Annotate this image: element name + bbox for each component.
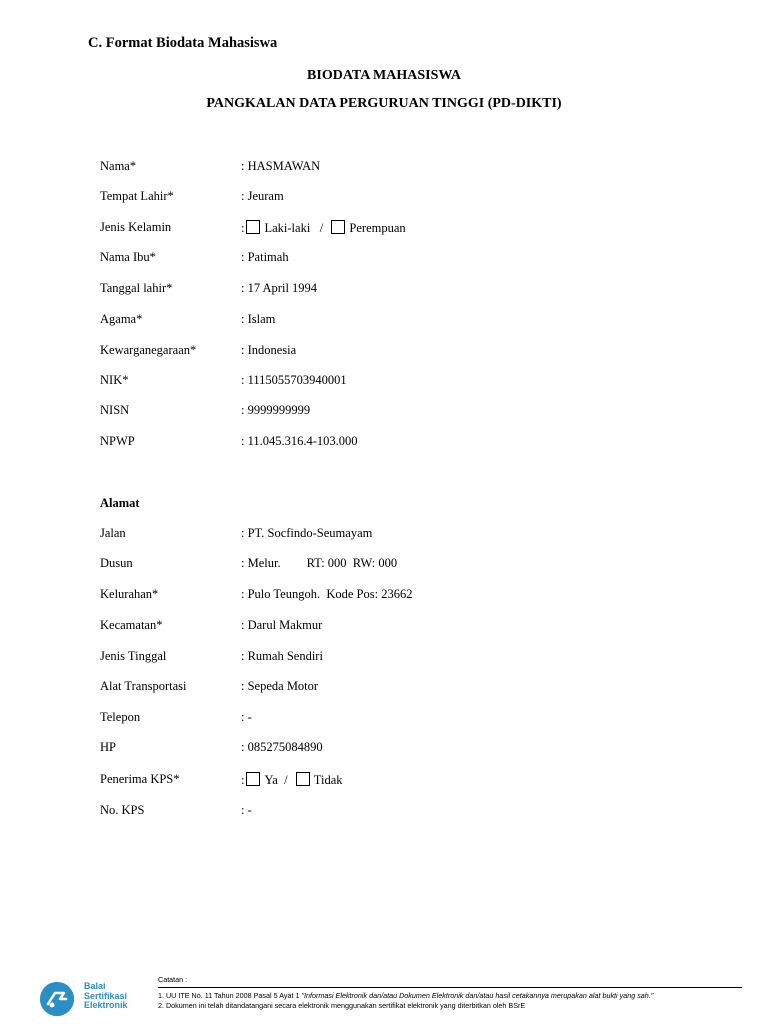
field-jenis-kelamin xyxy=(100,220,660,240)
field-value: : - xyxy=(241,710,252,724)
field-value: : Darul Makmur xyxy=(241,618,323,632)
field-nik xyxy=(100,373,660,393)
field-jenis-tinggal xyxy=(100,649,660,669)
field-value: : Patimah xyxy=(241,250,289,264)
note-1 xyxy=(158,991,653,1000)
field-value: : Islam xyxy=(241,312,276,326)
alamat-heading-row xyxy=(100,496,660,516)
field-nama-ibu xyxy=(100,250,660,270)
field-npwp xyxy=(100,434,660,454)
note-1-quote: "Informasi Elektronik dan/atau Dokumen Elektronik dan/atau hasil cetakannya merupakan alat bukti yang sah." xyxy=(301,991,654,1000)
field-label: Telepon xyxy=(100,710,141,724)
field-value: : Rumah Sendiri xyxy=(241,649,323,663)
document-title: BIODATA MAHASISWA xyxy=(307,68,461,83)
field-label: Kelurahan* xyxy=(100,587,159,601)
field-label: Jenis Tinggal xyxy=(100,649,167,663)
field-label: No. KPS xyxy=(100,803,145,817)
rt-value: RT: 000 xyxy=(306,556,347,570)
field-label: HP xyxy=(100,740,116,754)
field-value: : Indonesia xyxy=(241,343,297,357)
field-label: NPWP xyxy=(100,434,135,448)
field-label: NIK* xyxy=(100,373,129,387)
checkbox-perempuan[interactable] xyxy=(331,220,345,234)
field-tanggal-lahir xyxy=(100,281,660,301)
field-label: Tanggal lahir* xyxy=(100,281,173,295)
logo-line: Elektronik xyxy=(84,1000,128,1010)
field-value: : 17 April 1994 xyxy=(241,281,318,295)
field-telepon xyxy=(100,710,660,730)
field-alat-transportasi xyxy=(100,679,660,699)
field-label: Nama* xyxy=(100,159,137,173)
field-kelurahan xyxy=(100,587,660,607)
logo-line: Sertifikasi xyxy=(84,990,128,1001)
field-value xyxy=(241,556,397,571)
checkbox-laki-laki[interactable] xyxy=(246,220,260,234)
alamat-heading: Alamat xyxy=(100,496,140,510)
note-2: 2. Dokumen ini telah ditandatangani secara elektronik menggunakan sertifikat elektronik yang diterbitkan oleh BSrE xyxy=(158,1001,526,1010)
separator: / xyxy=(284,773,288,787)
field-label: Dusun xyxy=(100,556,133,570)
catatan-label: Catatan : xyxy=(158,975,188,984)
field-value: : Sepeda Motor xyxy=(241,679,319,693)
colon: : xyxy=(241,221,245,235)
field-value xyxy=(241,772,343,788)
document-subtitle: PANGKALAN DATA PERGURUAN TINGGI (PD-DIKTI) xyxy=(206,96,562,111)
field-value xyxy=(241,587,412,602)
field-value xyxy=(241,220,406,236)
field-value: : 11.045.316.4-103.000 xyxy=(241,434,358,448)
field-kecamatan xyxy=(100,618,660,638)
kodepos-value: Kode Pos: 23662 xyxy=(326,587,413,601)
field-label: Kecamatan* xyxy=(100,618,163,632)
field-label: Jalan xyxy=(100,526,126,540)
field-label: NISN xyxy=(100,403,130,417)
footer-divider xyxy=(158,987,742,988)
kelurahan-value: : Pulo Teungoh. xyxy=(241,587,321,601)
option-label: Tidak xyxy=(313,773,343,787)
option-label: Laki-laki xyxy=(264,221,311,235)
field-value: : Jeuram xyxy=(241,189,284,203)
bsre-logo xyxy=(38,976,168,1016)
note-1-text: 1. UU ITE No. 11 Tahun 2008 Pasal 5 Ayat 1 xyxy=(158,991,302,1000)
field-value: : 1115055703940001 xyxy=(241,373,347,387)
colon: : xyxy=(241,773,245,787)
field-value: : 9999999999 xyxy=(241,403,311,417)
section-heading: C. Format Biodata Mahasiswa xyxy=(88,35,278,51)
field-agama xyxy=(100,312,660,332)
field-label: Penerima KPS* xyxy=(100,772,180,786)
dusun-value: : Melur. xyxy=(241,556,281,570)
option-label: Perempuan xyxy=(349,221,406,235)
option-label: Ya xyxy=(264,773,278,787)
field-label: Kewarganegaraan* xyxy=(100,343,197,357)
field-value: : PT. Socfindo-Seumayam xyxy=(241,526,373,540)
field-label: Nama Ibu* xyxy=(100,250,156,264)
field-tempat-lahir xyxy=(100,189,660,209)
field-nisn xyxy=(100,403,660,423)
field-no-kps xyxy=(100,803,660,823)
field-nama xyxy=(100,159,660,179)
bsre-logo-icon xyxy=(40,982,74,1016)
checkbox-ya[interactable] xyxy=(246,772,260,786)
field-label: Jenis Kelamin xyxy=(100,220,172,234)
field-kewarganegaraan xyxy=(100,343,660,363)
footer xyxy=(38,970,748,1020)
field-penerima-kps xyxy=(100,772,660,792)
checkbox-tidak[interactable] xyxy=(296,772,310,786)
field-value: : - xyxy=(241,803,252,817)
field-dusun xyxy=(100,556,660,576)
logo-line: Balai xyxy=(84,981,106,991)
field-jalan xyxy=(100,526,660,546)
bsre-logo-text xyxy=(84,982,128,1011)
field-label: Tempat Lahir* xyxy=(100,189,174,203)
field-label: Agama* xyxy=(100,312,143,326)
field-value: : HASMAWAN xyxy=(241,159,321,173)
field-label: Alat Transportasi xyxy=(100,679,187,693)
field-hp xyxy=(100,740,660,760)
separator: / xyxy=(319,221,324,235)
field-value: : 085275084890 xyxy=(241,740,323,754)
rw-value: RW: 000 xyxy=(352,556,398,570)
